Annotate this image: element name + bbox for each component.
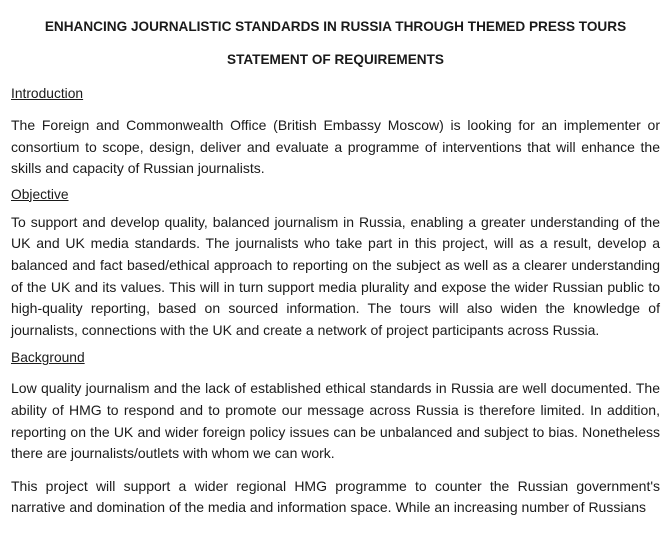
document-title: ENHANCING JOURNALISTIC STANDARDS IN RUSSIA THROUGH THEMED PRESS TOURS	[44, 19, 627, 34]
introduction-paragraph: The Foreign and Commonwealth Office (British Embassy Moscow) is looking for an implementer or consortium to scope, design, deliver and evaluate a programme of interventions that will enhance the skills and capacity of Russian journalists.	[11, 117, 660, 177]
document-subtitle: STATEMENT OF REQUIREMENTS	[227, 52, 444, 67]
section-heading-background: Background	[11, 350, 85, 366]
objective-paragraph: To support and develop quality, balanced journalism in Russia, enabling a greater understanding of the UK and UK media standards. The journalists who take part in this project, will as a result, develop a balanced and fact based/ethical approach to reporting on the subject as well as a clearer understanding of the UK and its values. This will in turn support media plurality and expose the wider Russian public to high-quality reporting, based on sourced information. The tours will also widen the knowledge of journalists, connections with the UK and create a network of project participants across Russia.	[11, 213, 660, 338]
section-heading-objective: Objective	[11, 186, 69, 202]
section-heading-introduction: Introduction	[11, 86, 84, 101]
background-paragraph-1: Low quality journalism and the lack of established ethical standards in Russia are well documented. The ability of HMG to respond and to promote our message across Russia is therefore limited. In addition, reporting on the UK and wider foreign policy issues can be unbalanced and subject to bias. Nonetheless there are journalists/outlets with whom we can work.	[11, 380, 660, 462]
background-paragraph-2: This project will support a wider regional HMG programme to counter the Russian government's narrative and domination of the media and information space. While an increasing number of Russians	[11, 477, 660, 516]
